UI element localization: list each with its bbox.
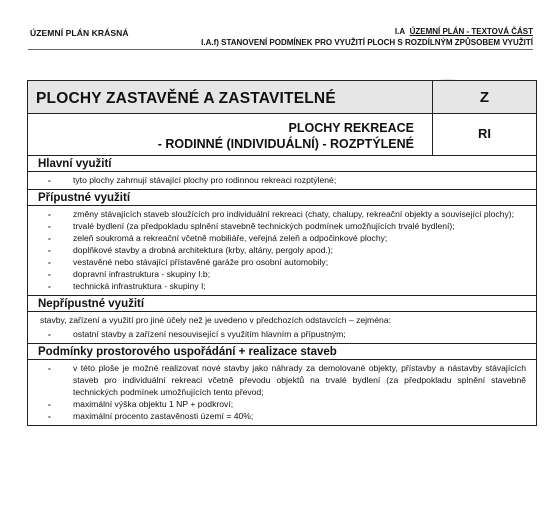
bullet-dash: - — [48, 329, 51, 339]
list-item — [28, 174, 526, 186]
bullet-dash: - — [48, 175, 51, 185]
bullet-dash: - — [48, 269, 51, 279]
area-type-line2: - RODINNÉ (INDIVIDUÁLNÍ) - ROZPTÝLENÉ — [157, 137, 414, 151]
list-item — [28, 256, 526, 268]
list-item — [28, 244, 526, 256]
list-item-text: tyto plochy zahrnují stávající plochy pro rodinnou rekreaci rozptýlené; — [73, 175, 337, 185]
area-type-title — [28, 114, 432, 155]
list-item-text: dopravní infrastruktura - skupiny I.b; — [73, 269, 211, 279]
list-item-text: doplňkové stavby a drobná architektura (krby, altány, pergoly apod.); — [73, 245, 334, 255]
list-item — [28, 280, 526, 292]
bullet-dash: - — [48, 363, 51, 373]
list-item-text: zeleň soukromá a rekreační včetně mobiliáře, veřejná zeleň a odpočinkové plochy; — [73, 233, 388, 243]
section-prohibited-use — [28, 296, 536, 344]
bullet-dash: - — [48, 257, 51, 267]
section-prohibited-intro: stavby, zařízení a využití pro jiné účely než je uvedeno v předchozích odstavcích – zejména: — [40, 315, 391, 325]
list-item-text: trvalé bydlení (za předpokladu splnění stavebně technických podmínek umožňujících trvalé bydlení); — [73, 221, 455, 231]
list-item-text: maximální výška objektu 1 NP + podkroví; — [73, 399, 234, 409]
list-item-text: změny stávajících staveb sloužících pro individuální rekreaci (chaty, chalupy, rekreační objekty a související plochy); — [73, 209, 515, 219]
bullet-dash: - — [48, 209, 51, 219]
list-item — [28, 398, 526, 410]
list-item — [28, 362, 526, 398]
list-item — [28, 410, 526, 422]
category-title-row — [28, 81, 536, 114]
list-item-text: maximální procento zastavěnosti území = 40%; — [73, 411, 254, 421]
list-item — [28, 208, 526, 220]
area-type-code: RI — [432, 114, 536, 155]
document-header-left: ÚZEMNÍ PLÁN KRÁSNÁ — [30, 28, 129, 38]
list-item — [28, 220, 526, 232]
area-type-row — [28, 114, 536, 156]
header-chapter-code: I.A — [394, 27, 406, 36]
bullet-dash: - — [48, 411, 51, 421]
bullet-dash: - — [48, 399, 51, 409]
category-title: PLOCHY ZASTAVĚNÉ A ZASTAVITELNÉ — [36, 90, 336, 107]
header-chapter-title: ÚZEMNÍ PLÁN - TEXTOVÁ ČÁST — [409, 27, 533, 36]
bullet-dash: - — [48, 281, 51, 291]
list-item-text: v této ploše je možné realizovat nové stavby jako náhrady za demolované objekty, přístavby a nástavby stávajících staveb pro individuální rekreaci včetně převodu objektů na trvalé bydlení (za předpokladu splnění stavebně technických podmínek umožňujících tento převod; — [73, 363, 526, 397]
bullet-dash: - — [48, 221, 51, 231]
section-spatial-conditions-title: Podmínky prostorového uspořádání + realizace staveb — [28, 344, 536, 360]
list-item — [28, 232, 526, 244]
list-item — [28, 268, 526, 280]
section-spatial-conditions — [28, 344, 536, 425]
bullet-dash: - — [48, 233, 51, 243]
list-item — [28, 328, 526, 340]
section-main-use-title: Hlavní využití — [28, 156, 536, 172]
list-item-text: technická infrastruktura - skupiny I; — [73, 281, 206, 291]
section-main-use — [28, 156, 536, 190]
list-item-text: vestavěné nebo stávající přístavěné garáže pro osobní automobily; — [73, 257, 329, 267]
category-code: Z — [432, 81, 536, 113]
bullet-dash: - — [48, 245, 51, 255]
section-permitted-use — [28, 190, 536, 296]
section-prohibited-use-title: Nepřípustné využití — [28, 296, 536, 312]
section-permitted-use-title: Přípustné využití — [28, 190, 536, 206]
document-header-right — [201, 26, 533, 48]
regulation-table — [27, 80, 537, 426]
header-section-title: I.A.f) STANOVENÍ PODMÍNEK PRO VYUŽITÍ PLOCH S ROZDÍLNÝM ZPŮSOBEM VYUŽITÍ — [201, 38, 533, 47]
area-type-line1: PLOCHY REKREACE — [288, 121, 414, 135]
list-item-text: ostatní stavby a zařízení nesouvisející s využitím hlavním a přípustným; — [73, 329, 346, 339]
header-divider — [28, 49, 533, 50]
